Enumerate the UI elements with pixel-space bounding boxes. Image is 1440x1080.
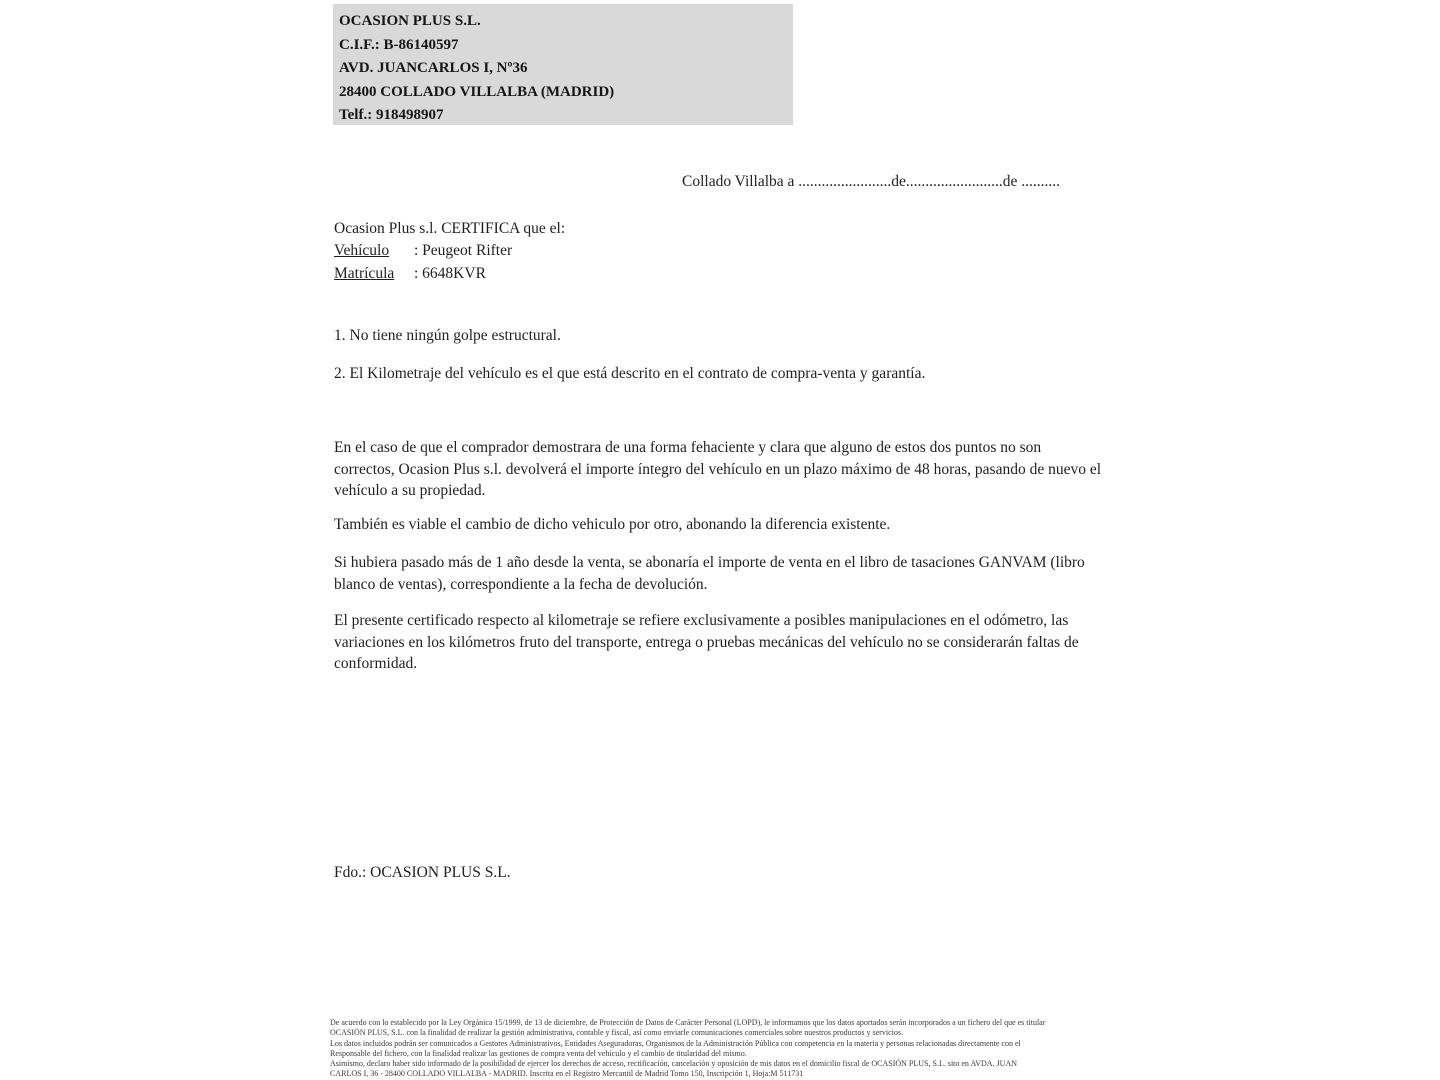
paragraph-odometer: El presente certificado respecto al kilometraje se refiere exclusivamente a posibles manipulaciones en el odómetro, las variaciones en los kilómetros fruto del transporte, entrega o pruebas mecánicas del vehículo no se considerarán faltas de conformidad.	[334, 612, 1079, 672]
company-cif: C.I.F.: B-86140597	[339, 36, 459, 53]
footer-line: Responsable del fichero, con la finalidad realizar las gestiones de compra venta del vehículo y el cambio de titularidad del mismo.	[330, 1048, 747, 1058]
footer-line: OCASIÓN PLUS, S.L. con la finalidad de realizar la gestión administrativa, contable y fiscal, así como enviarle comunicaciones comerciales sobre nuestros productos y servicios.	[330, 1028, 903, 1038]
company-city: 28400 COLLADO VILLALBA (MADRID)	[339, 83, 615, 100]
paragraph-refund: En el caso de que el comprador demostrara de una forma fehaciente y clara que alguno de estos dos puntos no son correctos, Ocasion Plus s.l. devolverá el importe íntegro del vehículo en un plazo máximo de 48 horas, pasando de nuevo el vehículo a su propiedad.	[334, 439, 1102, 499]
footer-line: De acuerdo con lo establecido por la Ley Orgánica 15/1999, de 13 de diciembre, de Protección de Datos de Carácter Personal (LOPD), le informamos que los datos aportados serán incorporados a un fichero del que es titular	[330, 1018, 1046, 1027]
plate-label: Matrícula	[334, 264, 395, 282]
vehicle-label: Vehículo	[334, 242, 390, 259]
vehicle-row	[334, 240, 565, 263]
plate-row	[334, 263, 565, 286]
point-2: 2. El Kilometraje del vehículo es el que está descrito en el contrato de compra-venta y garantía.	[334, 365, 926, 382]
paragraph-ganvam: Si hubiera pasado más de 1 año desde la venta, se abonaría el importe de venta en el libro de tasaciones GANVAM (libro blanco de ventas), correspondiente a la fecha de devolución.	[334, 554, 1085, 593]
certification-intro: Ocasion Plus s.l. CERTIFICA que el:	[334, 220, 566, 237]
plate-value: : 6648KVR	[414, 264, 486, 282]
company-address: AVD. JUANCARLOS I, Nº36	[339, 60, 528, 76]
company-header-box	[333, 4, 793, 125]
signature-line: Fdo.: OCASION PLUS S.L.	[334, 864, 511, 881]
legal-footer	[330, 1018, 1120, 1080]
company-phone: Telf.: 918498907	[339, 107, 444, 123]
footer-line: Asimismo, declaro haber sido informado de la posibilidad de ejercer los derechos de acceso, rectificación, cancelación y oposición de mis datos en el domicilio fiscal de OCASIÓN PLUS, S.L. sito en AVDA. JUAN	[330, 1059, 1018, 1069]
certification-block	[334, 218, 565, 285]
company-name: OCASION PLUS S.L.	[339, 13, 481, 29]
paragraph-exchange: También es viable el cambio de dicho vehiculo por otro, abonando la diferencia existente.	[334, 516, 891, 533]
footer-line: CARLOS I, 36 - 28400 COLLADO VILLALBA - MADRID. Inscrita en el Registro Mercantil de Madrid Tomo 150, Inscripción 1, Hoja:M 511731	[330, 1069, 804, 1079]
date-line: Collado Villalba a ........................de.........................de ..........	[682, 173, 1061, 190]
footer-line: Los datos incluidos podrán ser comunicados a Gestores Administrativos, Entidades Aseguradoras, Organismos de la Administración Pública con competencia en la materia y personas relacionadas directamente con el	[330, 1038, 1021, 1048]
vehicle-value: : Peugeot Rifter	[414, 242, 513, 259]
point-1: 1. No tiene ningún golpe estructural.	[334, 327, 561, 344]
